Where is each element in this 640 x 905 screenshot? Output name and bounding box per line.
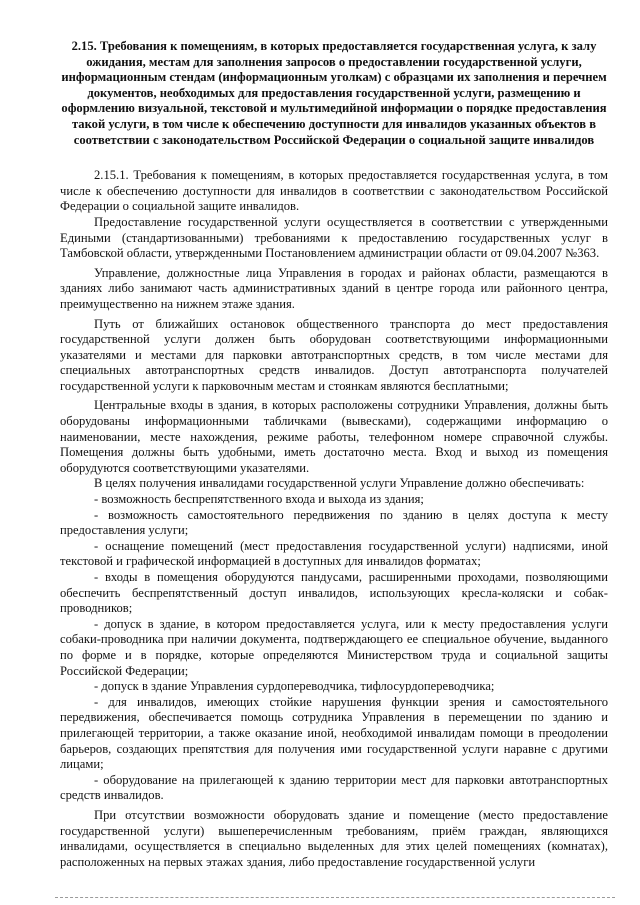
list-item: - возможность самостоятельного передвижения по зданию в целях доступа к месту предоставления услуги;	[60, 507, 608, 538]
paragraph-2-15-1: 2.15.1. Требования к помещениям, в которых предоставляется государственная услуга, в том числе к обеспечению доступности для инвалидов в соответствии с законодательством Российской Федерации о социальной защите инвалидов.	[60, 168, 608, 214]
list-item: - для инвалидов, имеющих стойкие нарушения функции зрения и самостоятельного передвижения, обеспечивается помощь сотрудника Управления в перемещении по зданию и прилегающей территории, а также оказание иной, необходимой инвалидам помощи в преодолении барьеров, создающих препятствия для получения ими государственной услуги наравне с другими лицами;	[60, 694, 608, 772]
paragraph-location: Управление, должностные лица Управления в городах и районах области, размещаются в зданиях либо занимают часть административных зданий в центре города или районного центра, преимущественно на нижнем этаже здания.	[60, 265, 608, 311]
document-body	[60, 39, 608, 870]
list-item: - допуск в здание, в котором предоставляется услуга, или к месту предоставления услуги собаки-проводника при наличии документа, подтверждающего ее специальное обучение, выданного по форме и в порядке, которые определяются Министерством труда и социальной защиты Российской Федерации;	[60, 616, 608, 678]
paragraph-alternative: При отсутствии возможности оборудовать здание и помещение (место предоставление государственной услуги) вышеперечисленным требованиям, приём граждан, являющихся инвалидами, осуществляется в специально выделенных для этих целей помещениях (комнатах), расположенных на первых этажах здания, либо предоставление государственной услуги	[60, 807, 608, 869]
list-item: - оснащение помещений (мест предоставления государственной услуги) надписями, иной текстовой и графической информацией в доступных для инвалидов форматах;	[60, 538, 608, 569]
list-item: - входы в помещения оборудуются пандусами, расширенными проходами, позволяющими обеспечить беспрепятственный доступ инвалидов, использующих кресла-коляски и собак-проводников;	[60, 570, 608, 616]
paragraph-standards: Предоставление государственной услуги осуществляется в соответствии с утвержденными Едиными (стандартизованными) требованиями к предоставлению государственных услуг в Тамбовской области, утвержденными Постановлением администрации области от 09.04.2007 №363.	[60, 214, 608, 261]
page-bottom-divider	[55, 897, 615, 898]
section-heading: 2.15. Требования к помещениям, в которых предоставляется государственная услуга, к залу ожидания, местам для заполнения запросов о предоставлении государственной услуги, информационным стендам (информационным уголкам) с образцами их заполнения и перечнем документов, необходимых для предоставления государственной услуги, размещению и оформлению визуальной, текстовой и мультимедийной информации о порядке предоставления такой услуги, в том числе к обеспечению доступности для инвалидов указанных объектов в соответствии с законодательством Российской Федерации о социальной защите инвалидов	[61, 39, 607, 147]
list-item: - допуск в здание Управления сурдопереводчика, тифлосурдопереводчика;	[94, 679, 495, 694]
list-item: - оборудование на прилегающей к зданию территории мест для парковки автотранспортных средств инвалидов.	[60, 772, 608, 803]
paragraph-entrances: Центральные входы в здания, в которых расположены сотрудники Управления, должны быть оборудованы информационными табличками (вывесками), содержащими информацию о наименовании, месте нахождения, режиме работы, телефонном номере справочной службы. Помещения должны быть удобными, иметь достаточно места. Вход и выход из помещения оборудуются соответствующими указателями.	[60, 398, 608, 475]
list-item: - возможность беспрепятственного входа и выхода из здания;	[94, 492, 424, 507]
paragraph-disability-intro: В целях получения инвалидами государственной услуги Управление должно обеспечивать:	[94, 476, 585, 491]
paragraph-transport: Путь от ближайших остановок общественного транспорта до мест предоставления государственной услуги должен быть оборудован соответствующими информационными указателями и местами для парковки автотранспортных средств, в том числе местами для специальных автотранспортных средств инвалидов. Доступ автотранспорта получателей государственной услуги к парковочным местам и стоянкам являются бесплатными;	[60, 316, 608, 393]
